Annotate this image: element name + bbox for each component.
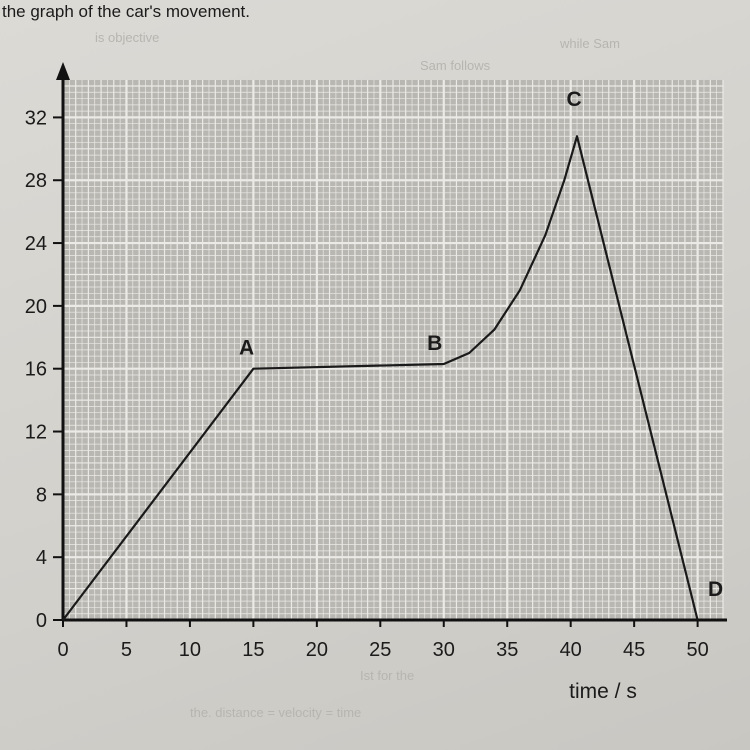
x-tick-label: 25 [369, 639, 392, 661]
y-tick-label: 28 [24, 170, 47, 193]
bleed-through-text: Ist for the [360, 668, 415, 683]
point-label-d: D [708, 578, 724, 601]
page-caption: the graph of the car's movement. [2, 2, 250, 21]
y-axis-arrow [56, 62, 70, 80]
y-tick-label: 16 [24, 358, 47, 381]
x-tick-label: 5 [120, 639, 133, 661]
x-tick-label: 10 [178, 639, 202, 661]
y-tick-label: 32 [24, 107, 47, 130]
x-tick-label: 0 [57, 639, 69, 661]
x-tick-label: 40 [559, 639, 582, 661]
point-label-c: C [566, 88, 582, 111]
y-tick-label: 20 [24, 295, 47, 318]
x-tick-label: 20 [305, 639, 328, 661]
bleed-through-text: while Sam [560, 36, 620, 51]
y-tick-label: 4 [35, 547, 47, 570]
x-tick-label: 30 [432, 639, 455, 661]
y-tick-label: 0 [35, 610, 47, 632]
x-tick-label: 45 [623, 639, 646, 661]
bleed-through-text: the. distance = velocity = time [190, 705, 362, 720]
point-label-b: B [427, 331, 443, 355]
bleed-through-text: is objective [95, 30, 160, 45]
x-axis-title: time / s [569, 680, 637, 703]
chart-grid [63, 80, 723, 620]
x-tick-label: 35 [496, 639, 519, 661]
bleed-through-text: Sam follows [420, 58, 491, 73]
y-tick-label: 12 [24, 421, 47, 444]
y-tick-label: 24 [24, 233, 47, 256]
y-tick-label: 8 [35, 484, 47, 507]
point-label-a: A [238, 336, 255, 360]
x-tick-label: 15 [242, 639, 265, 661]
x-tick-label: 50 [686, 639, 709, 661]
